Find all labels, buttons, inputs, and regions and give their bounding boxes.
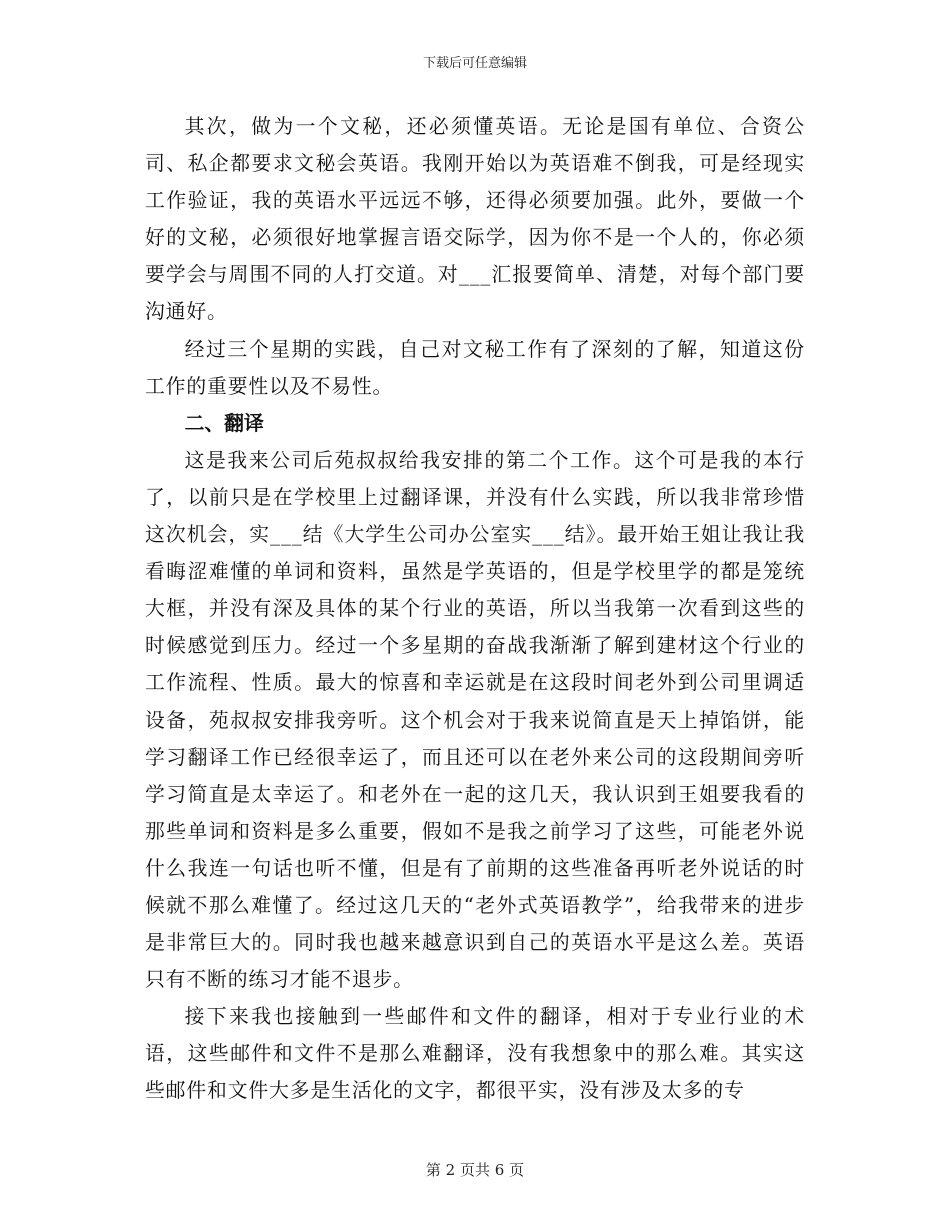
document-body [145, 108, 805, 1110]
paragraph-secretary-english: 其次，做为一个文秘，还必须懂英语。无论是国有单位、合资公司、私企都要求文秘会英语。我刚开始以为英语难不倒我，可是经现实工作验证，我的英语水平远远不够，还得必须要加强。此外，要做一个好的文秘，必须很好地掌握言语交际学，因为你不是一个人的，你必须要学会与周围不同的人打交道。对___汇报要简单、清楚，对每个部门要沟通好。 [145, 115, 805, 324]
paragraph-translation-work: 这是我来公司后苑叔叔给我安排的第二个工作。这个可是我的本行了，以前只是在学校里上过翻译课，并没有什么实践，所以我非常珍惜这次机会，实___结《大学生公司办公室实___结》。最开始王姐让我让我看晦涩难懂的单词和资料，虽然是学英语的，但是学校里学的都是笼统大框，并没有深及具体的某个行业的英语，所以当我第一次看到这些的时候感觉到压力。经过一个多星期的奋战我渐渐了解到建材这个行业的工作流程、性质。最大的惊喜和幸运就是在这段时间老外到公司里调适设备，苑叔叔安排我旁听。这个机会对于我来说简直是天上掉馅饼，能学习翻译工作已经很幸运了，而且还可以在老外来公司的这段期间旁听学习简直是太幸运了。和老外在一起的这几天，我认识到王姐要我看的那些单词和资料是多么重要，假如不是我之前学习了这些，可能老外说什么我连一句话也听不懂，但是有了前期的这些准备再听老外说话的时候就不那么难懂了。经过这几天的“老外式英语教学”，给我带来的进步是非常巨大的。同时我也越来越意识到自己的英语水平是这么差。英语只有不断的练习才能不退步。 [145, 448, 805, 992]
paragraph-three-weeks: 经过三个星期的实践，自己对文秘工作有了深刻的了解，知道这份工作的重要性以及不易性。 [145, 337, 805, 398]
paragraph-emails-documents: 接下来我也接触到一些邮件和文件的翻译，相对于专业行业的术语，这些邮件和文件不是那么难翻译，没有我想象中的那么难。其实这些邮件和文件大多是生活化的文字，都很平实，没有涉及太多的专 [145, 1005, 805, 1103]
page-header: 下载后可任意编辑 [422, 56, 527, 71]
section-heading-translation: 二、翻译 [184, 411, 264, 435]
page-footer: 第 2 页共 6 页 [425, 1161, 525, 1179]
